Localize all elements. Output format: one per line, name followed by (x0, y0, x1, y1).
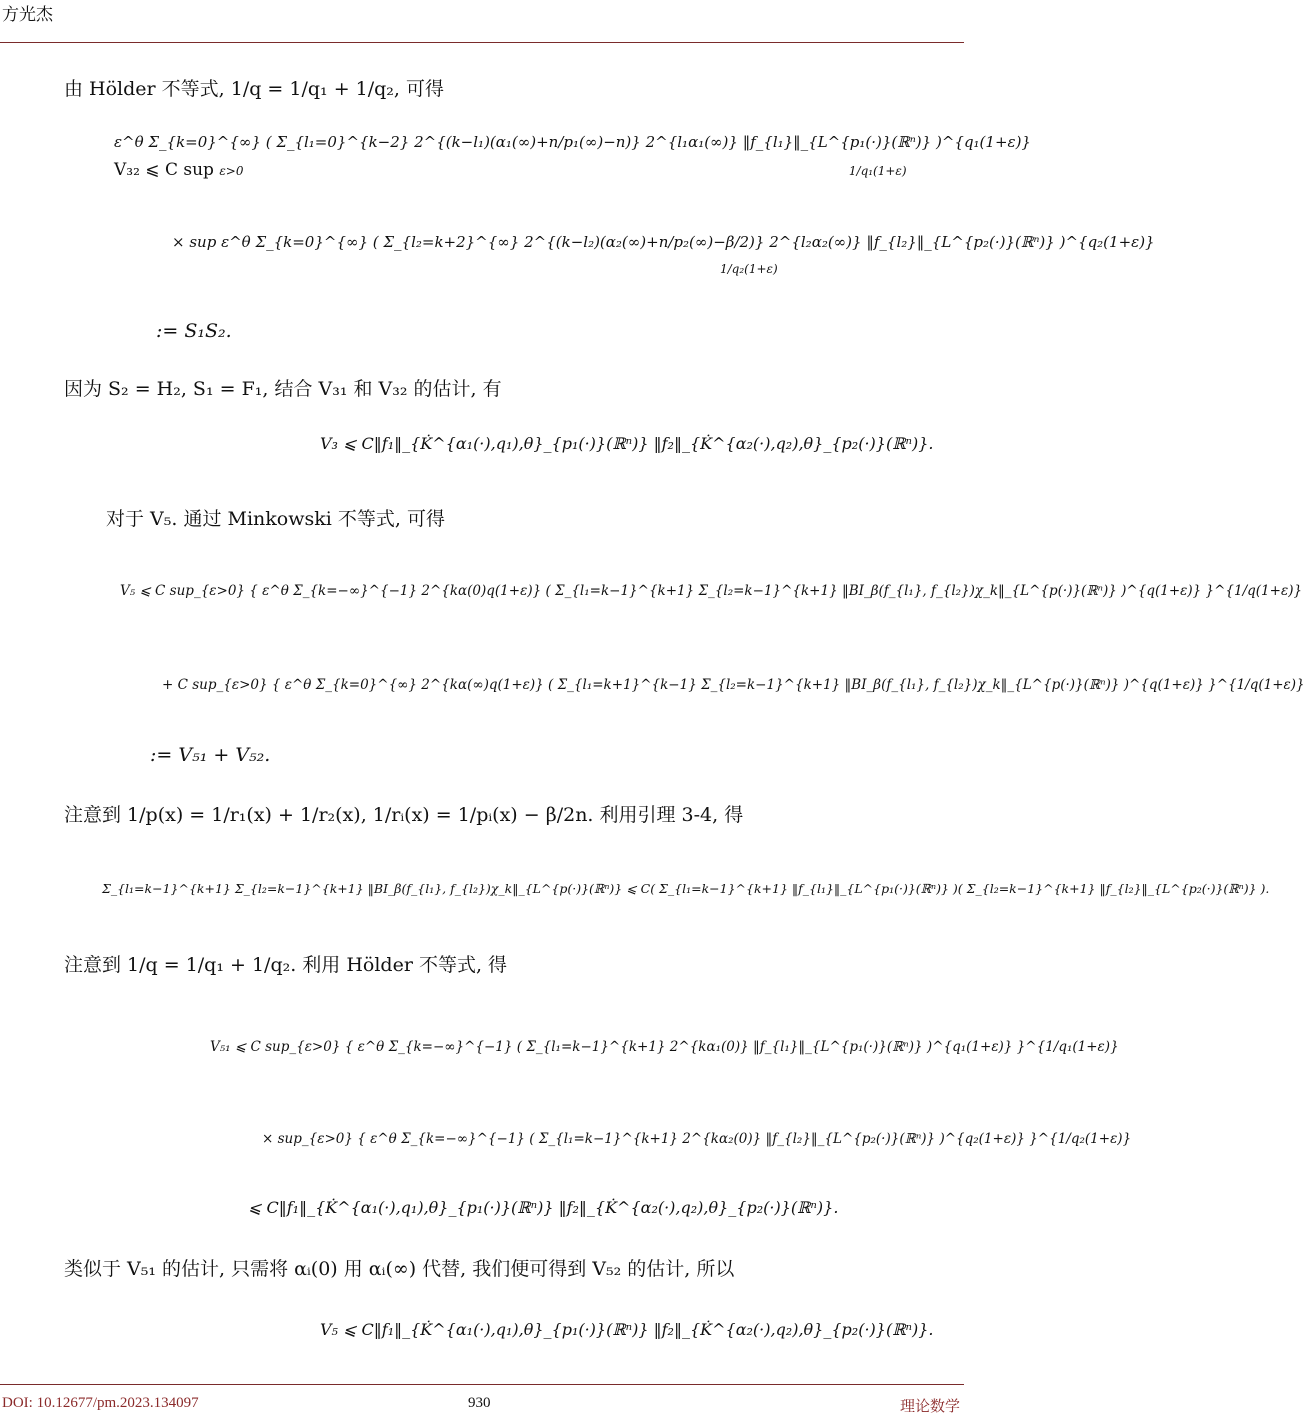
text-p3: 对于 V₅. 通过 Minkowski 不等式, 可得 (106, 508, 445, 530)
footer-page-number: 930 (468, 1395, 491, 1411)
text-p6: 类似于 V₅₁ 的估计, 只需将 αᵢ(0) 用 αᵢ(∞) 代替, 我们便可得到 V₅₂ 的估计, 所以 (64, 1258, 735, 1280)
eq2-text: × sup ε^θ Σ_{k=0}^{∞} ( Σ_{l₂=k+2}^{∞} 2^{(k−l₂)(α₂(∞)+n/p₂(∞)−β/2)} 2^{l₂α₂(∞)} ‖f_{l₂}‖_{L^{p₂(·)}(ℝⁿ)} )^{q₂(1+ε)} (172, 233, 1155, 251)
equation-lemma-estimate (102, 876, 1269, 898)
equation-v3 (320, 432, 933, 454)
equation-v322-line2-exp (720, 256, 778, 278)
paragraph-holder-1 (64, 74, 444, 101)
text-p4: 注意到 1/p(x) = 1/r₁(x) + 1/r₂(x), 1/rᵢ(x) = 1/pᵢ(x) − β/2n. 利用引理 3-4, 得 (64, 804, 744, 826)
eq9-text: V₅₁ ⩽ C sup_{ε>0} { ε^θ Σ_{k=−∞}^{−1} ( Σ_{l₁=k−1}^{k+1} 2^{kα₁(0)} ‖f_{l₁}‖_{L^{p₁(·)}(ℝⁿ)} )^{q₁(1+ε)} }^{1/q₁(1+ε)} (210, 1039, 1119, 1055)
eq10-text: × sup_{ε>0} { ε^θ Σ_{k=−∞}^{−1} ( Σ_{l₁=k−1}^{k+1} 2^{kα₂(0)} ‖f_{l₂}‖_{L^{p₂(·)}(ℝⁿ)} )^{q₂(1+ε)} }^{1/q₂(1+ε)} (262, 1131, 1132, 1147)
eq5-text: V₅ ⩽ C sup_{ε>0} { ε^θ Σ_{k=−∞}^{−1} 2^{kα(0)q(1+ε)} ( Σ_{l₁=k−1}^{k+1} Σ_{l₂=k−1}^{k+1} ‖BI_β(f_{l₁}, f_{l₂})χ_k‖_{L^{p(·)}(ℝⁿ)} )^{q(1+ε)} }^{1/q(1+ε)} (120, 583, 1303, 599)
text-p2: 因为 S₂ = H₂, S₁ = F₁, 结合 V₃₁ 和 V₃₂ 的估计, 有 (64, 378, 502, 400)
equation-v51-v52 (150, 744, 270, 766)
paragraph-note-2 (64, 950, 507, 977)
eq4-text: V₃ ⩽ C‖f₁‖_{K̇^{α₁(·),q₁),θ}_{p₁(·)}(ℝⁿ)} ‖f₂‖_{K̇^{α₂(·),q₂),θ}_{p₂(·)}(ℝⁿ)}. (320, 434, 934, 453)
equation-v322-line1 (114, 130, 1031, 152)
paragraph-minkowski (106, 504, 445, 531)
paragraph-note-1 (64, 800, 743, 827)
footer-doi[interactable]: DOI: 10.12677/pm.2023.134097 (2, 1395, 199, 1411)
eq1-lhs: V₃₂ ⩽ C sup (114, 160, 214, 180)
eq1-outer-exp: 1/q₁(1+ε) (848, 164, 907, 178)
eq3-text: := S₁S₂. (156, 320, 232, 342)
equation-v51-line1 (210, 1034, 1119, 1056)
eq1-text: ε^θ Σ_{k=0}^{∞} ( Σ_{l₁=0}^{k−2} 2^{(k−l₁)(α₁(∞)+n/p₁(∞)−n)} 2^{l₁α₁(∞)} ‖f_{l₁}‖_{L^{p₁(·)}(ℝⁿ)} )^{q₁(1+ε)} (114, 133, 1031, 151)
text-p5: 注意到 1/q = 1/q₁ + 1/q₂. 利用 Hölder 不等式, 得 (64, 954, 508, 976)
equation-v5-line1 (120, 578, 1302, 600)
eq8-text: Σ_{l₁=k−1}^{k+1} Σ_{l₂=k−1}^{k+1} ‖BI_β(f_{l₁}, f_{l₂})χ_k‖_{L^{p(·)}(ℝⁿ)} ⩽ C( Σ_{l₁=k−1}^{k+1} ‖f_{l₁}‖_{L^{p₁(·)}(ℝⁿ)} )( Σ_{l₂=k−1}^{k+1} ‖f_{l₂}‖_{L^{p₂(·)}(ℝⁿ)} ). (102, 881, 1270, 896)
text-p1: 由 Hölder 不等式, 1/q = 1/q₁ + 1/q₂, 可得 (64, 78, 445, 100)
footer-journal[interactable]: 理论数学 (899, 1397, 960, 1415)
paragraph-similar (64, 1254, 734, 1281)
equation-v51-result (248, 1196, 838, 1218)
equation-s1s2 (156, 320, 232, 342)
eq11-text: ⩽ C‖f₁‖_{K̇^{α₁(·),q₁),θ}_{p₁(·)}(ℝⁿ)} ‖f₂‖_{K̇^{α₂(·),q₂),θ}_{p₂(·)}(ℝⁿ)}. (248, 1198, 839, 1217)
equation-v51-line2 (262, 1126, 1131, 1148)
eq7-text: := V₅₁ + V₅₂. (150, 744, 271, 766)
header-author: 方光杰 (2, 5, 53, 25)
page-footer (0, 1384, 964, 1415)
paragraph-s2-h2 (64, 374, 502, 401)
equation-v322-line2 (172, 230, 1155, 252)
eq2-outer-exp: 1/q₂(1+ε) (720, 262, 778, 276)
equation-v5-line2 (162, 672, 1305, 694)
equation-v5-result (320, 1318, 933, 1340)
eq12-text: V₅ ⩽ C‖f₁‖_{K̇^{α₁(·),q₁),θ}_{p₁(·)}(ℝⁿ)} ‖f₂‖_{K̇^{α₂(·),q₂),θ}_{p₂(·)}(ℝⁿ)}. (320, 1320, 934, 1339)
equation-v322-lhs (114, 160, 907, 180)
eq6-text: + C sup_{ε>0} { ε^θ Σ_{k=0}^{∞} 2^{kα(∞)q(1+ε)} ( Σ_{l₁=k+1}^{k−1} Σ_{l₂=k−1}^{k+1} ‖BI_β(f_{l₁}, f_{l₂})χ_k‖_{L^{p(·)}(ℝⁿ)} )^{q(1+ε)} }^{1/q(1+ε)} (162, 677, 1305, 693)
page-header (0, 0, 964, 43)
eq1-sub: ε>0 (219, 164, 244, 178)
